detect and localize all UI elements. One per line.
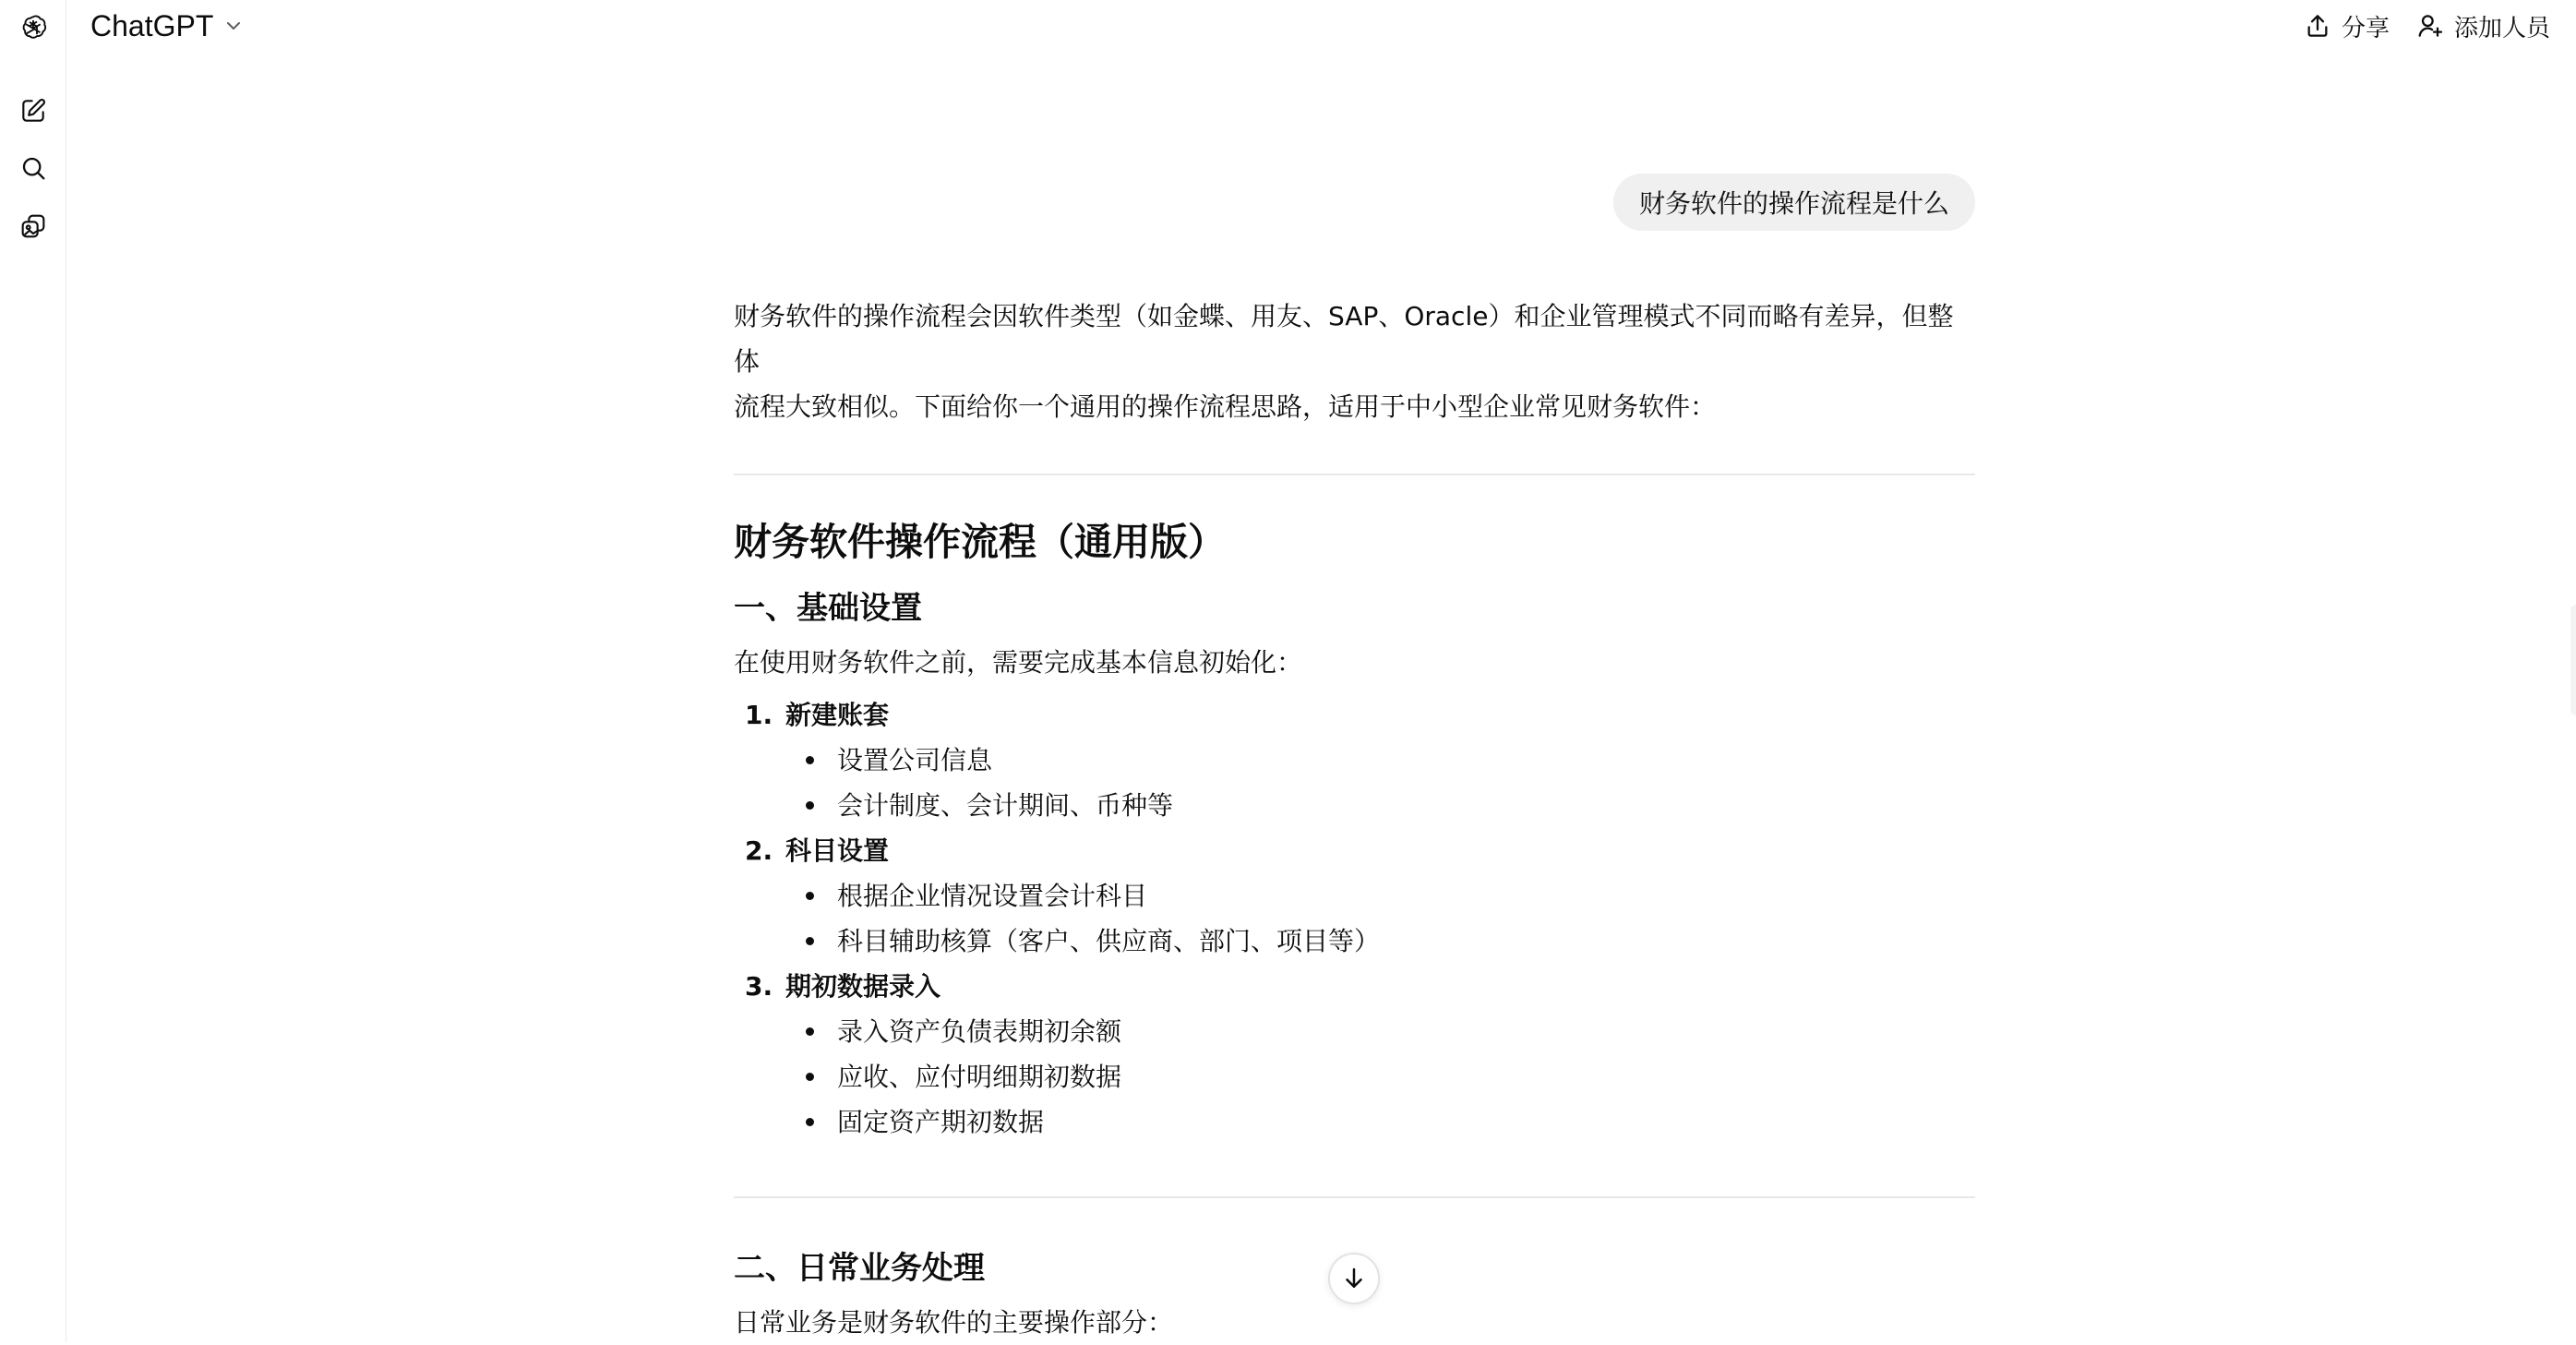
bullet-item: 科目辅助核算（客户、供应商、部门、项目等） — [734, 919, 1975, 964]
bullet-item: 录入资产负债表期初余额 — [734, 1009, 1975, 1054]
intro-line-1: 财务软件的操作流程会因软件类型（如金蝶、用友、SAP、Oracle）和企业管理模式不同而略有差异，但整体 — [734, 301, 1954, 377]
intro-line-2: 流程大致相似。下面给你一个通用的操作流程思路，适用于中小型企业常见财务软件： — [734, 391, 1717, 422]
user-message-bubble: 财务软件的操作流程是什么 — [1613, 174, 1975, 231]
share-button[interactable] — [2303, 9, 2390, 43]
list-item: 3. 期初数据录入 — [745, 971, 941, 1002]
bullet-item: 设置公司信息 — [734, 738, 1975, 783]
model-name: ChatGPT — [90, 8, 214, 42]
section-text: 日常业务是财务软件的主要操作部分： — [734, 1307, 1174, 1338]
new-chat-icon[interactable] — [7, 85, 59, 137]
add-person-icon — [2415, 11, 2445, 41]
section-heading: 二、日常业务处理 — [734, 1250, 985, 1287]
share-icon — [2303, 11, 2332, 41]
library-icon[interactable] — [7, 200, 59, 252]
section-text: 在使用财务软件之前，需要完成基本信息初始化： — [734, 647, 1303, 678]
add-people-label: 添加人员 — [2453, 14, 2550, 42]
scrollbar[interactable] — [2570, 605, 2576, 715]
arrow-down-icon — [1340, 1265, 1368, 1292]
bullet-item: 应收、应付明细期初数据 — [734, 1054, 1975, 1099]
bullet-item: 会计制度、会计期间、币种等 — [734, 783, 1975, 828]
chevron-down-icon — [222, 15, 245, 37]
section-heading: 一、基础设置 — [734, 590, 922, 627]
sidebar-rail — [0, 0, 66, 1342]
divider — [734, 1196, 1975, 1198]
assistant-message — [734, 294, 1975, 1345]
add-people-button[interactable] — [2415, 9, 2550, 43]
bullet-item: 根据企业情况设置会计科目 — [734, 873, 1975, 919]
scroll-to-bottom-button[interactable] — [1328, 1253, 1380, 1304]
bullet-item: 固定资产期初数据 — [734, 1099, 1975, 1145]
answer-title: 财务软件操作流程（通用版） — [734, 520, 1226, 564]
header-actions — [2303, 6, 2576, 46]
model-switcher[interactable] — [90, 6, 245, 46]
list-item: 1. 新建账套 — [745, 700, 890, 730]
ordered-list — [734, 692, 1975, 1145]
openai-logo-icon[interactable] — [7, 2, 59, 54]
search-icon[interactable] — [7, 142, 59, 194]
divider — [734, 474, 1975, 475]
share-label: 分享 — [2341, 14, 2390, 42]
list-item: 2. 科目设置 — [745, 835, 890, 866]
